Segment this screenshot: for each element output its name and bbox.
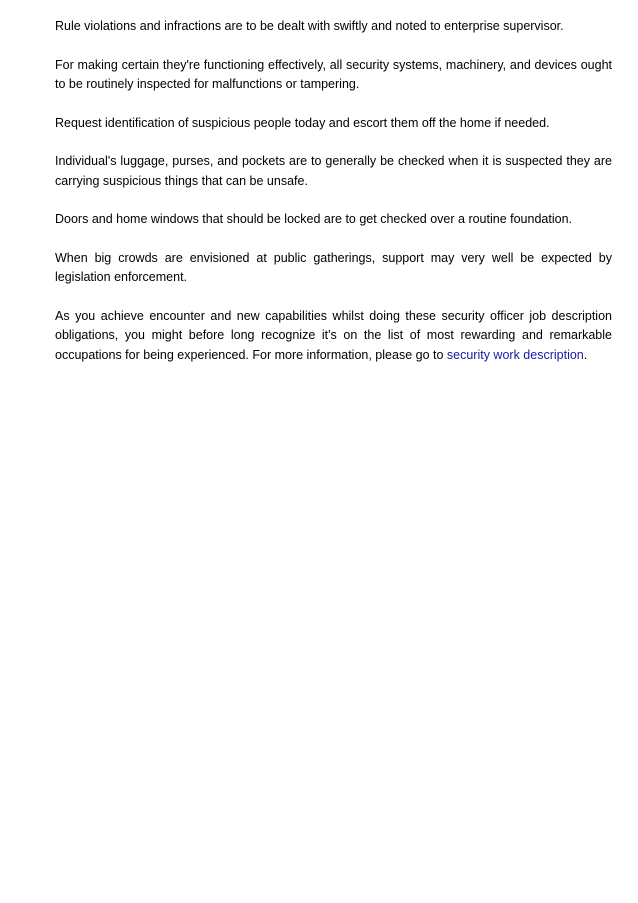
conclusion-text: As you achieve encounter and new capabilities whilst doing these security officer job description obligations, you might before long recognize it's on the list of most rewarding and remarkable occupations for being experienced. For more information, please go to: [55, 308, 612, 362]
paragraph-identification: Request identification of suspicious people today and escort them off the home if needed.: [55, 115, 550, 130]
paragraph-luggage-checks: Individual's luggage, purses, and pockets are to generally be checked when it is suspected they are carrying suspicious things that can be unsafe.: [55, 154, 612, 188]
paragraph-rule-violations: Rule violations and infractions are to be dealt with swiftly and noted to enterprise supervisor.: [55, 19, 564, 33]
paragraph-conclusion: [55, 307, 612, 366]
security-work-description-link[interactable]: security work description: [446, 347, 584, 362]
paragraph-security-systems: For making certain they're functioning effectively, all security systems, machinery, and devices ought to be routinely inspected for malfunctions or tampering.: [55, 57, 612, 91]
document-body: [55, 17, 612, 384]
paragraph-doors-windows: Doors and home windows that should be locked are to get checked over a routine foundation.: [55, 212, 572, 226]
conclusion-trailing-period: .: [583, 347, 588, 362]
paragraph-crowds: When big crowds are envisioned at public gatherings, support may very well be expected by legislation enforcement.: [55, 250, 612, 284]
